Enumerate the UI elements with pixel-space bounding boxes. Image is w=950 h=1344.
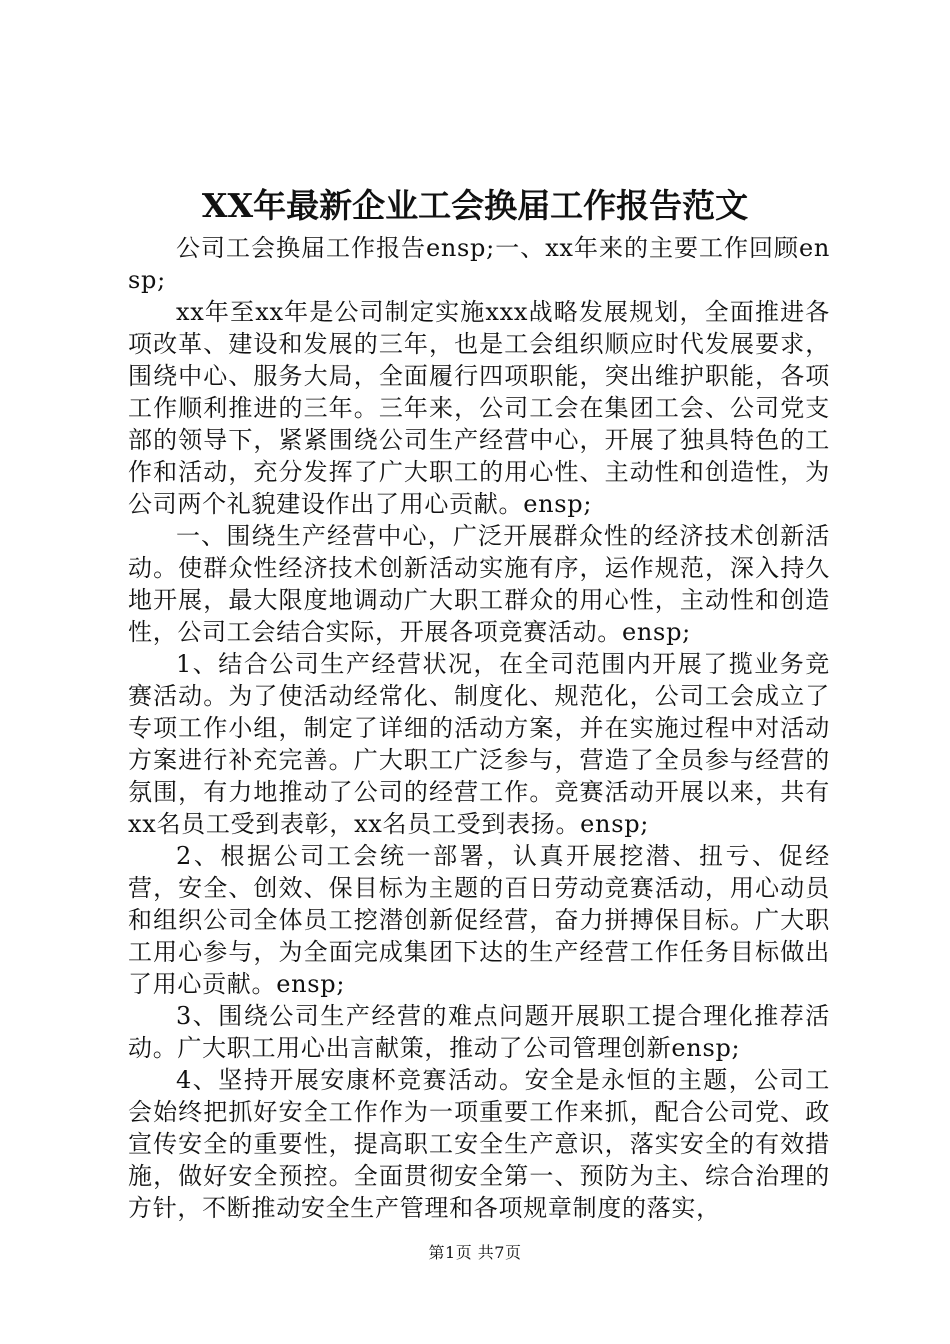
paragraph-section-1: 一、围绕生产经营中心，广泛开展群众性的经济技术创新活动。使群众性经济技术创新活动实施有序，运作规范，深入持久地开展，最大限度地调动广大职工群众的用心性，主动性和创造性，公司工会结合实际，开展各项竞赛活动。ensp;: [128, 522, 830, 646]
page-footer: 第1页 共7页: [428, 1243, 522, 1262]
paragraph-overview: xx年至xx年是公司制定实施xxx战略发展规划，全面推进各项改革、建设和发展的三年，也是工会组织顺应时代发展要求，围绕中心、服务大局，全面履行四项职能，突出维护职能，各项工作顺利推进的三年。三年来，公司工会在集团工会、公司党支部的领导下，紧紧围绕公司生产经营中心，开展了独具特色的工作和活动，充分发挥了广大职工的用心性、主动性和创造性，为公司两个礼貌建设作出了用心贡献。ensp;: [128, 298, 830, 518]
paragraph-item-3: 3、围绕公司生产经营的难点问题开展职工提合理化推荐活动。广大职工用心出言献策，推动了公司管理创新ensp;: [128, 1002, 830, 1062]
paragraph-item-4: 4、坚持开展安康杯竞赛活动。安全是永恒的主题，公司工会始终把抓好安全工作作为一项重要工作来抓，配合公司党、政宣传安全的重要性，提高职工安全生产意识，落实安全的有效措施，做好安全预控。全面贯彻安全第一、预防为主、综合治理的方针，不断推动安全生产管理和各项规章制度的落实，: [128, 1066, 830, 1222]
paragraph-item-2: 2、根据公司工会统一部署，认真开展挖潜、扭亏、促经营，安全、创效、保目标为主题的百日劳动竞赛活动，用心动员和组织公司全体员工挖潜创新促经营，奋力拼搏保目标。广大职工用心参与，为全面完成集团下达的生产经营工作任务目标做出了用心贡献。ensp;: [128, 842, 830, 998]
document-body: [128, 232, 830, 1224]
document-title: XX年最新企业工会换届工作报告范文: [201, 186, 749, 225]
paragraph-intro: 公司工会换届工作报告ensp;一、xx年来的主要工作回顾ensp;: [128, 234, 830, 294]
paragraph-item-1: 1、结合公司生产经营状况，在全司范围内开展了揽业务竞赛活动。为了使活动经常化、制度化、规范化，公司工会成立了专项工作小组，制定了详细的活动方案，并在实施过程中对活动方案进行补充完善。广大职工广泛参与，营造了全员参与经营的氛围，有力地推动了公司的经营工作。竞赛活动开展以来，共有xx名员工受到表彰，xx名员工受到表扬。ensp;: [128, 650, 830, 838]
